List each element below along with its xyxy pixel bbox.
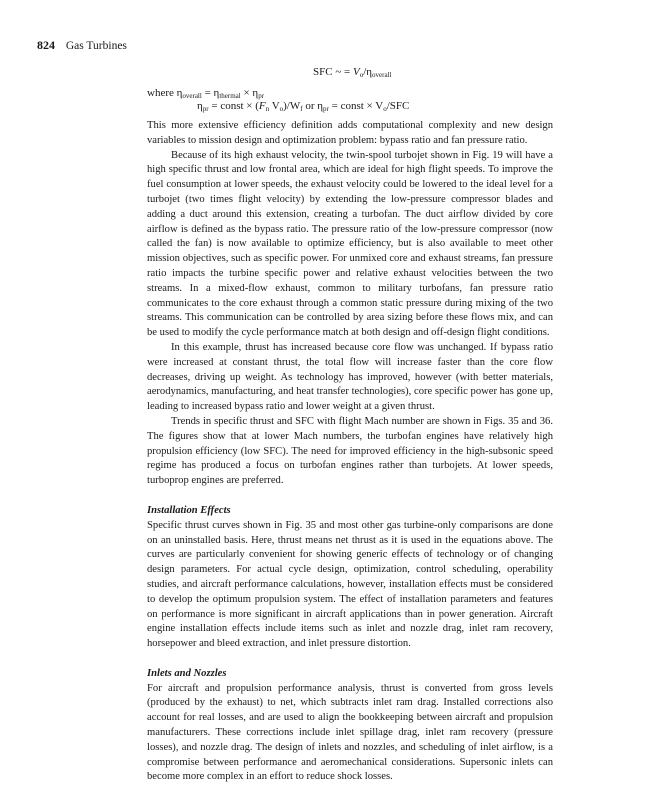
eq-text: SFC ~ = <box>313 66 353 78</box>
eq-symbol: V <box>352 66 360 78</box>
section-heading-installation-effects: Installation Effects <box>147 504 231 516</box>
eq-subscript: pr <box>258 92 265 100</box>
paragraph: This more extensive efficiency definition adds computational complexity and new design variables to mission design and optimization problem: bypass ratio and fan pressure ratio. <box>147 120 553 146</box>
paragraph: Trends in specific thrust and SFC with flight Mach number are shown in Figs. 35 and 36. The figures show that at lower Mach numbers, the turbofan engines have relatively high propulsion efficiency (low SFC). The need for improved efficiency in the high-subsonic speed regime has produced a focus on turbofan engines rather than turbojets. At lower speeds, turboprop engines are preferred. <box>147 415 553 487</box>
eq-subscript: pr <box>323 105 329 113</box>
eq-text: V <box>269 100 280 112</box>
section-heading-inlets-and-nozzles: Inlets and Nozzles <box>147 667 227 679</box>
eq-text: /SFC <box>386 100 410 112</box>
paragraph: Specific thrust curves shown in Fig. 35 and most other gas turbine-only comparisons are done on an uninstalled basis. Here, thrust means net thrust as it is used in the equations above. The curves are particularly convenient for showing generic effects of technology or of changing design parameters. For actual cycle design, optimization, control scheduling, operability studies, and aircraft performance calculations, however, installation effects must be considered to develop the optimum propulsion system. The effect of installation parameters and features on performance is more significant in aircraft applications than in power generation. Aircraft engine installation effects include items such as inlet and nozzle drag, inlet ram recovery, horsepower and bleed extraction, and inlet pressure distortion. <box>147 519 553 650</box>
running-header <box>37 38 127 53</box>
eq-text: = <box>201 87 214 99</box>
eq-symbol: η <box>252 87 259 99</box>
eq-subscript: o <box>359 71 364 79</box>
eq-symbol: η <box>366 66 373 78</box>
running-title: Gas Turbines <box>65 40 127 52</box>
propulsive-efficiency-equation <box>197 100 409 113</box>
eq-text: = const × V <box>328 100 384 112</box>
eq-subscript: pr <box>202 105 209 113</box>
efficiency-definition-equation <box>147 87 264 100</box>
paragraph: In this example, thrust has increased because core flow was unchanged. If bypass ratio were increased at constant thrust, the total flow will increase faster than the core flow decreases, driving up weight. As technology has improved, however (with better materials, aerodynamics, manufacturing, and heat transfer technologies), core specific power has gone up, leading to increased bypass ratio and lower weight at a given thrust. <box>147 341 553 413</box>
eq-symbol: η <box>197 100 203 112</box>
eq-subscript: o <box>383 105 387 113</box>
body-text <box>147 119 553 785</box>
section-gap <box>147 652 553 667</box>
eq-symbol: F <box>258 100 266 112</box>
eq-symbol: η <box>176 87 183 99</box>
eq-subscript: n <box>265 105 270 113</box>
eq-subscript: f <box>300 105 303 113</box>
eq-text: × <box>240 87 253 99</box>
eq-subscript: overall <box>182 92 202 100</box>
eq-text: where <box>147 87 177 99</box>
eq-text: / <box>363 66 367 78</box>
paragraph: Because of its high exhaust velocity, the twin-spool turbojet shown in Fig. 19 will have a high specific thrust and low frontal area, which are ideal for high flight speeds. To improve the fuel consumption at lower speeds, the exhaust velocity could be lowered to the ideal level for a turbojet (two times flight velocity) by extending the low-pressure compressor blades and adding a duct around this extension, creating a turbofan. The duct airflow divided by core airflow is defined as the bypass ratio. The pressure ratio of the low-pressure compressor (now called the fan) is now available to optimize efficiency, but is also available to meet other mission objectives, such as specific power. For unmixed core and exhaust streams, fan pressure ratio impacts the turbine specific power and relative exhaust velocities between the two streams. In a mixed-flow exhaust, common to military turbofans, fan pressure ratio communicates to the core exhaust through a common static pressure during mixing of the two streams. This communication can be controlled by area sizing before these flows mix, and can be used to modify the cycle performance match at both design and off-design flight conditions. <box>147 149 553 339</box>
sfc-equation <box>313 66 391 79</box>
eq-subscript: o <box>279 105 284 113</box>
eq-subscript: thermal <box>219 92 241 100</box>
eq-text: or <box>302 100 318 112</box>
eq-symbol: η <box>317 100 324 112</box>
eq-text: )/W <box>283 100 301 112</box>
section-gap <box>147 489 553 504</box>
eq-symbol: η <box>213 87 220 99</box>
eq-subscript: overall <box>372 71 392 79</box>
paragraph: For aircraft and propulsion performance analysis, thrust is converted from gross levels (produced by the exhaust) to net, which subtracts inlet ram drag. Installed corrections also account for real losses, and are used to align the bookkeeping between aircraft and propulsion manufacturers. These corrections include inlet spillage drag, inlet ram recovery (pressure losses), and nozzle drag. The design of inlets and nozzles, and scheduling of inlet airflow, is a compromise between performance and aeromechanical considerations. Supersonic inlets can become more complex in an effort to reduce shock losses. <box>147 682 553 783</box>
page-number: 824 <box>37 38 55 52</box>
eq-text: = const × ( <box>208 100 259 112</box>
